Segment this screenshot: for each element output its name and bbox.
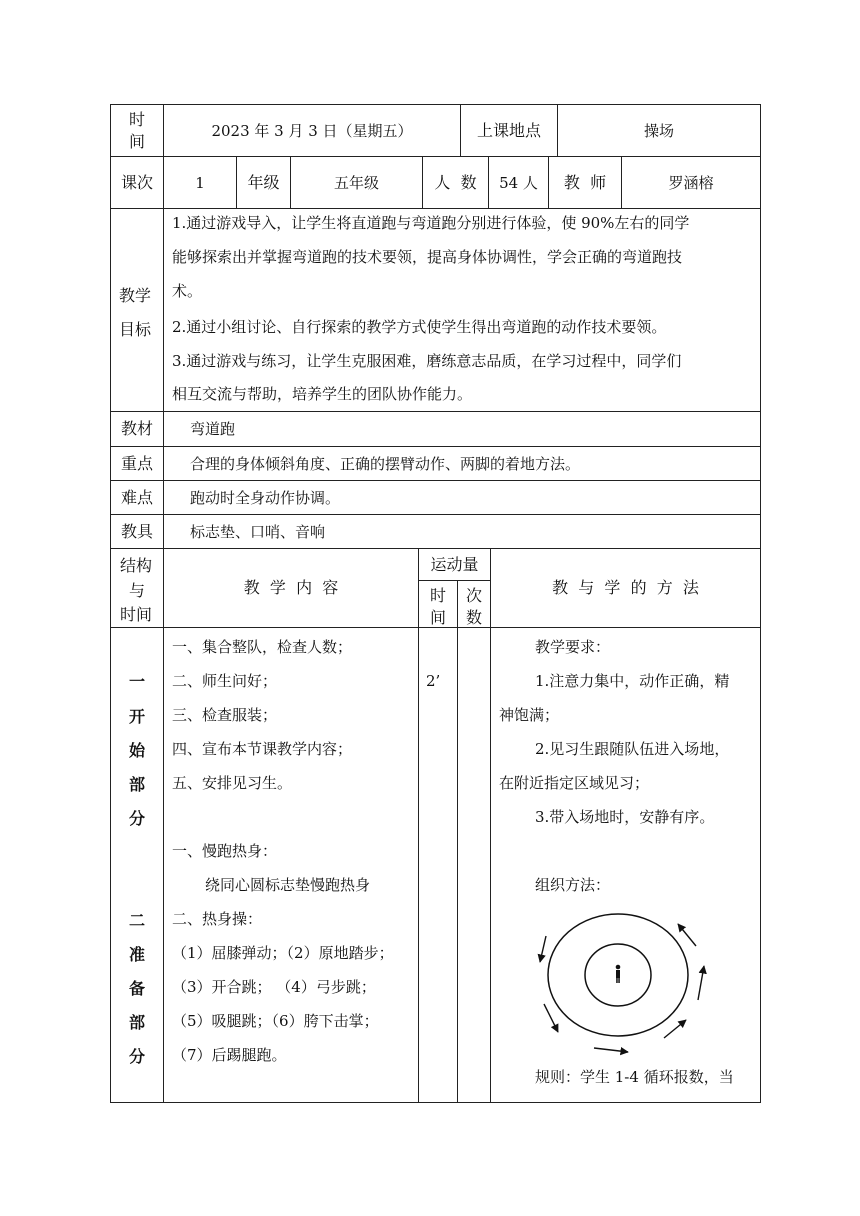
method-header: 教 与 学 的 方 法 (552, 578, 699, 597)
part1-label-char: 部 (129, 775, 146, 794)
rule-text: 规则：学生 1-4 循环报数，当 (535, 1068, 734, 1086)
part1-label-char: 一 (129, 672, 146, 691)
objective-line: 相互交流与帮助，培养学生的团队协作能力。 (172, 385, 473, 403)
part1-item: 五、安排见习生。 (172, 774, 293, 792)
difficulty-label: 难点 (120, 487, 153, 507)
material-label: 教材 (120, 419, 153, 438)
part1-label-char: 开 (129, 707, 146, 726)
lesson-label: 课次 (120, 172, 153, 192)
teacher-label: 教 师 (563, 172, 607, 192)
part2-label-char: 二 (129, 911, 146, 930)
equipment-value: 标志垫、口哨、音响 (190, 523, 326, 541)
difficulty-value: 跑动时全身动作协调。 (190, 489, 341, 507)
objective-line: 能够探索出并掌握弯道跑的技术要领，提高身体协调性，学会正确的弯道跑技 (172, 248, 683, 266)
material-value: 弯道跑 (190, 420, 236, 438)
count-value: 54 人 (499, 173, 538, 192)
method-line: 教学要求： (535, 638, 611, 656)
concentric-circle-diagram (530, 900, 720, 1060)
objectives-label-1: 教学 (119, 286, 152, 305)
method-line: 1.注意力集中，动作正确，精 (535, 672, 730, 690)
lesson-value: 1 (195, 173, 205, 192)
part1-label-char: 分 (129, 809, 146, 828)
objective-line: 1.通过游戏导入，让学生将直道跑与弯道跑分别进行体验，使 90%左右的同学 (172, 214, 690, 232)
teacher-value: 罗涵榕 (668, 173, 714, 192)
time-subheader-line: 时 (430, 586, 447, 605)
key-point-value: 合理的身体倾斜角度、正确的摆臂动作、两脚的着地方法。 (190, 455, 581, 473)
grade-value: 五年级 (333, 173, 379, 192)
part2-item: （7）后踢腿跑。 (172, 1046, 287, 1064)
lesson-date: 2023 年 3 月 3 日（星期五） (211, 121, 413, 140)
structure-header-line: 时间 (120, 605, 153, 624)
part2-item: （1）屈膝弹动；（2）原地踏步； (172, 944, 394, 962)
equipment-label: 教具 (120, 521, 153, 541)
method-line: 2.见习生跟随队伍进入场地， (535, 740, 730, 758)
objective-line: 3.通过游戏与练习，让学生克服困难，磨练意志品质，在学习过程中，同学们 (172, 352, 682, 370)
objective-line: 术。 (172, 282, 203, 300)
time-label: 时 间 (128, 109, 145, 151)
part2-label-char: 备 (129, 979, 146, 998)
part2-label-char: 准 (129, 945, 146, 964)
grade-label: 年级 (247, 172, 280, 192)
part2-item: （5）吸腿跳；（6）胯下击掌； (172, 1012, 379, 1030)
part2-item: 绕同心圆标志垫慢跑热身 (205, 876, 371, 894)
count-label: 人 数 (434, 172, 477, 192)
part1-item: 一、集合整队，检查人数； (172, 638, 353, 656)
part2-item: 一、慢跑热身： (172, 842, 278, 860)
time-subheader-line: 间 (430, 608, 447, 627)
structure-header-line: 结构 (120, 556, 153, 575)
objectives-label-2: 目标 (119, 320, 152, 339)
part2-label-char: 部 (129, 1013, 146, 1032)
count-subheader-line: 数 (466, 608, 483, 627)
part1-label-char: 始 (129, 741, 146, 760)
method-line: 3.带入场地时，安静有序。 (535, 808, 715, 826)
method-line: 在附近指定区域见习； (499, 774, 650, 792)
part1-item: 四、宣布本节课教学内容； (172, 740, 353, 758)
content-header: 教 学 内 容 (243, 578, 339, 597)
location-value: 操场 (643, 121, 674, 140)
person-icon (616, 965, 621, 983)
part1-item: 三、检查服装； (172, 706, 278, 724)
location-label: 上课地点 (476, 120, 541, 140)
running-direction-arrows (540, 924, 704, 1052)
organization-label: 组织方法： (535, 876, 611, 894)
part2-item: （3）开合跳； （4）弓步跳； (172, 978, 376, 996)
load-header: 运动量 (430, 554, 479, 574)
key-point-label: 重点 (120, 453, 153, 473)
part2-label-char: 分 (129, 1047, 146, 1066)
count-subheader-line: 次 (466, 586, 483, 605)
part1-time: 2’ (426, 672, 441, 690)
structure-header-line: 与 (129, 581, 146, 600)
objective-line: 2.通过小组讨论、自行探索的教学方式使学生得出弯道跑的动作技术要领。 (172, 318, 667, 336)
part1-item: 二、师生问好； (172, 672, 278, 690)
method-line: 神饱满； (499, 706, 560, 724)
part2-item: 二、热身操： (172, 910, 263, 928)
